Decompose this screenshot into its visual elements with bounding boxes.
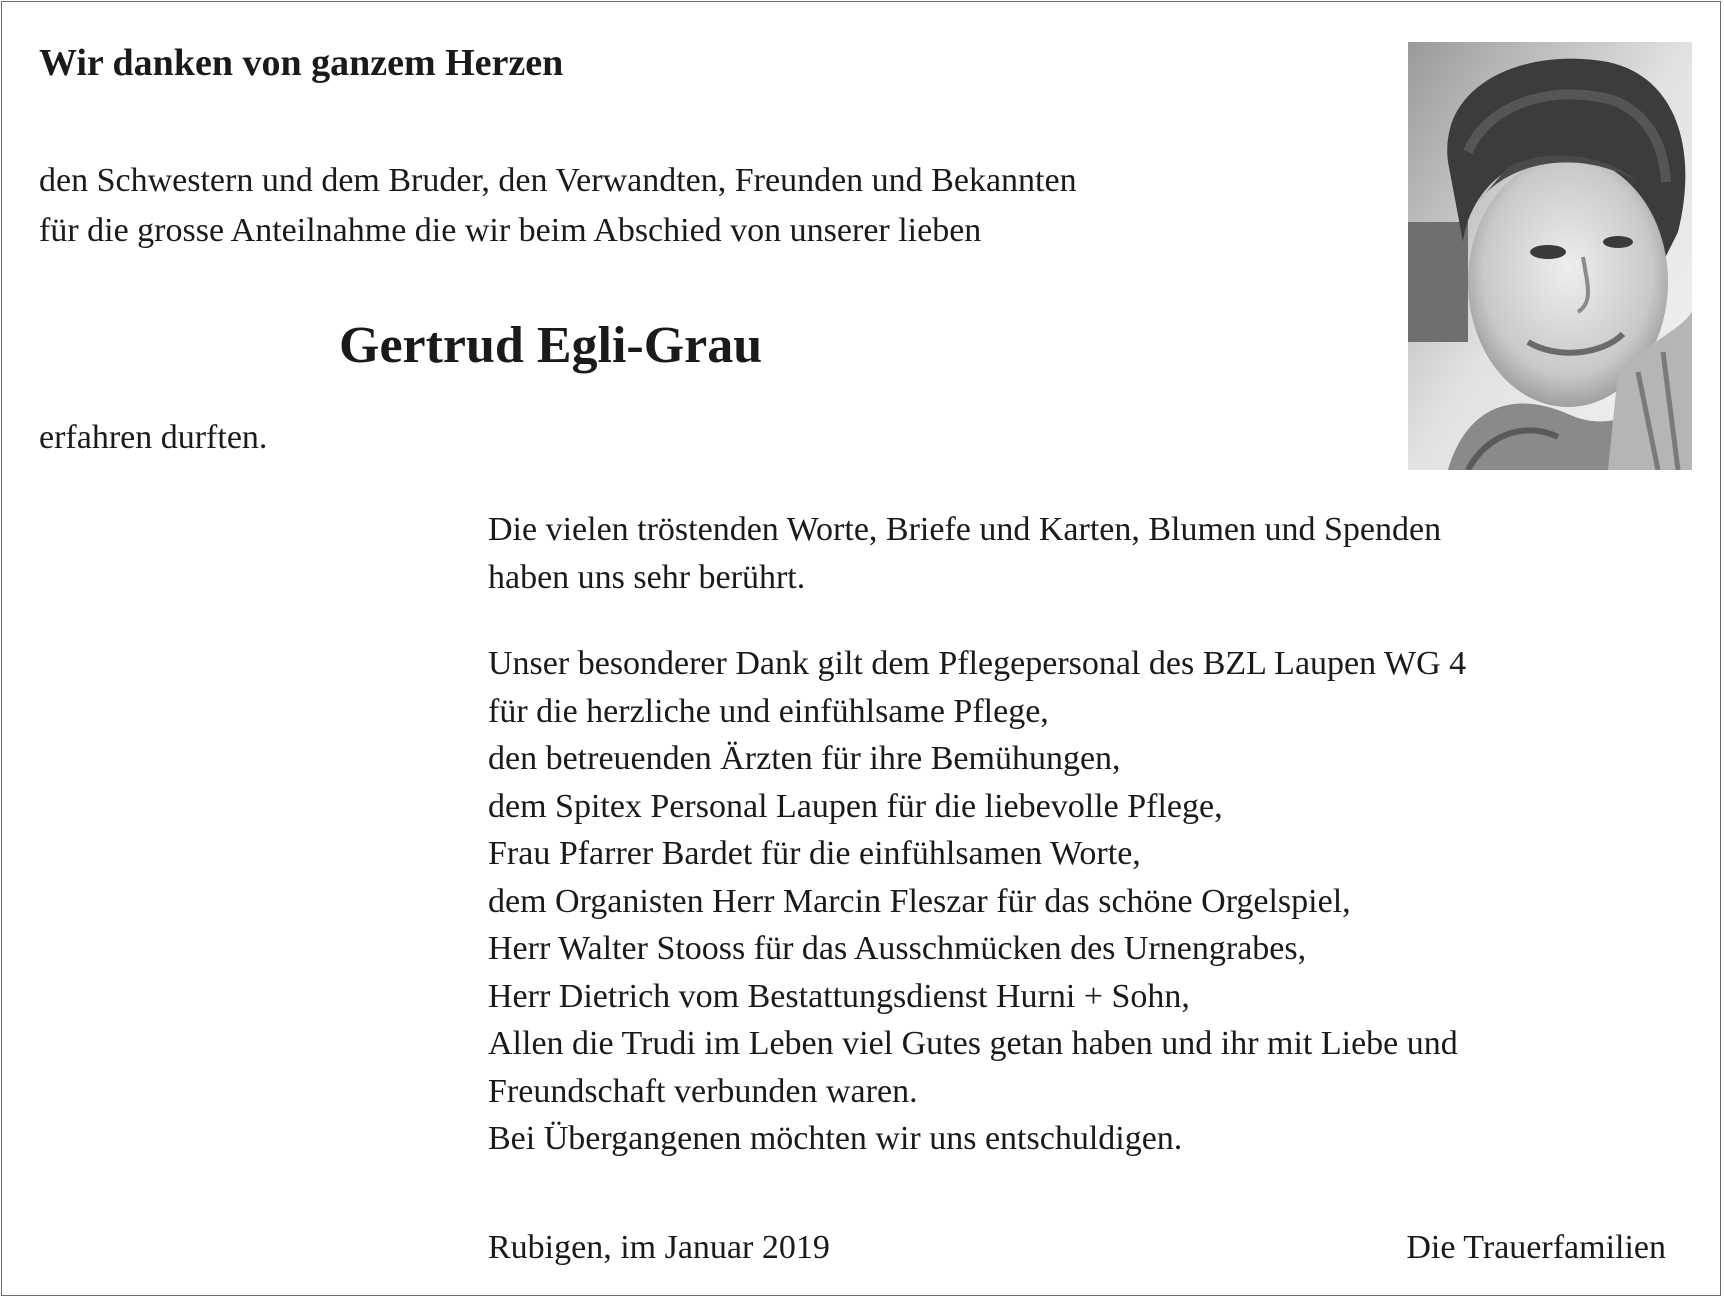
paragraph-line: Die vielen tröstenden Worte, Briefe und Karten, Blumen und Spenden — [488, 511, 1442, 548]
paragraph-line: den betreuenden Ärzten für ihre Bemühungen, — [488, 740, 1121, 777]
paragraph-line: haben uns sehr berührt. — [488, 558, 806, 596]
deceased-name: Gertrud Egli-Grau — [339, 317, 763, 374]
obituary-notice — [1, 1, 1721, 1296]
paragraph-line: Bei Übergangenen möchten wir uns entschuldigen. — [488, 1120, 1183, 1157]
intro-line: für die grosse Anteilnahme die wir beim Abschied von unserer lieben — [39, 212, 982, 249]
paragraph-line: Herr Walter Stooss für das Ausschmücken des Urnengrabes, — [488, 930, 1307, 967]
notice-heading: Wir danken von ganzem Herzen — [39, 42, 564, 84]
intro-text — [39, 156, 1077, 256]
place-date: Rubigen, im Januar 2019 — [488, 1229, 830, 1266]
paragraph-line: Frau Pfarrer Bardet für die einfühlsamen Worte, — [488, 835, 1141, 872]
intro-closing: erfahren durften. — [39, 419, 268, 456]
paragraph-line: Freundschaft verbunden waren. — [488, 1072, 918, 1110]
paragraph-line: Unser besonderer Dank gilt dem Pflegepersonal des BZL Laupen WG 4 — [488, 645, 1467, 682]
intro-line: den Schwestern und dem Bruder, den Verwandten, Freunden und Bekannten — [39, 162, 1077, 199]
thanks-paragraph — [488, 506, 1441, 601]
paragraph-line: dem Spitex Personal Laupen für die liebevolle Pflege, — [488, 787, 1223, 825]
special-thanks-paragraph — [488, 640, 1466, 1163]
portrait-image — [1408, 42, 1692, 470]
paragraph-line: für die herzliche und einfühlsame Pflege, — [488, 692, 1049, 730]
paragraph-line: Allen die Trudi im Leben viel Gutes getan haben und ihr mit Liebe und — [488, 1025, 1458, 1062]
family-signature: Die Trauerfamilien — [1406, 1229, 1666, 1266]
portrait-photo — [1408, 42, 1692, 470]
paragraph-line: Herr Dietrich vom Bestattungsdienst Hurni + Sohn, — [488, 977, 1190, 1015]
paragraph-line: dem Organisten Herr Marcin Fleszar für das schöne Orgelspiel, — [488, 882, 1351, 920]
